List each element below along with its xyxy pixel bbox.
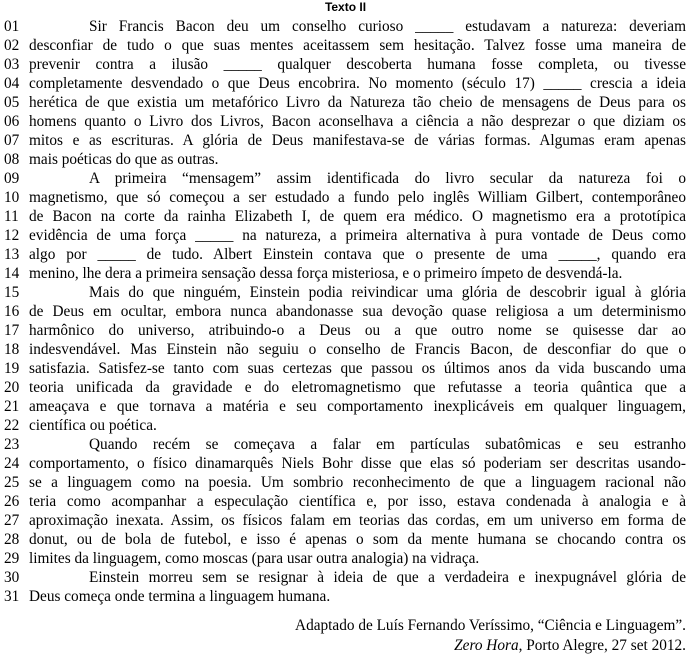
text-line <box>0 207 691 226</box>
line-number: 24 <box>4 455 20 472</box>
line-number: 16 <box>4 303 20 320</box>
text-line <box>0 454 691 473</box>
text-line <box>0 112 691 131</box>
text-line <box>0 302 691 321</box>
line-number: 10 <box>4 189 20 206</box>
line-text: evidência de uma força _____ na natureza, a primeira alternativa à pura vontade de Deus como <box>29 227 686 244</box>
line-number: 13 <box>4 246 20 263</box>
line-number: 28 <box>4 531 20 548</box>
line-number: 29 <box>4 550 20 567</box>
text-line <box>0 378 691 397</box>
text-line <box>0 226 691 245</box>
line-text: mais poéticas do que as outras. <box>29 151 219 168</box>
line-text: donut, ou de bola de futebol, e isso é apenas o som da mente humana se chocando contra os <box>29 531 686 548</box>
line-text: magnetismo, que só começou a ser estudado a fundo pelo inglês William Gilbert, contemporâneo <box>29 189 686 206</box>
line-number: 21 <box>4 398 20 415</box>
line-number: 17 <box>4 322 20 339</box>
line-number: 04 <box>4 75 20 92</box>
line-number: 22 <box>4 417 20 434</box>
text-line <box>0 264 691 283</box>
line-number: 08 <box>4 151 20 168</box>
text-line <box>0 188 691 207</box>
text-line <box>0 245 691 264</box>
line-text: indesvendável. Mas Einstein não seguiu o conselho de Francis Bacon, de desconfiar do que o <box>29 341 686 358</box>
line-text: teria como acompanhar a especulação científica e, por isso, estava condenada à analogia e à <box>29 493 686 510</box>
line-number: 23 <box>4 436 20 453</box>
text-line <box>0 359 691 378</box>
line-text: teoria unificada da gravidade e do eletromagnetismo que refutasse a teoria quântica que a <box>29 379 686 396</box>
line-text: ameaçava e que tornava a matéria e seu comportamento inexplicáveis em qualquer linguagem, <box>29 398 686 415</box>
line-text: científica ou poética. <box>29 417 157 434</box>
text-line <box>0 473 691 492</box>
line-text: prevenir contra a ilusão _____ qualquer descoberta humana fosse completa, ou tivesse <box>29 56 686 73</box>
line-text: desconfiar de tudo o que suas mentes aceitassem sem hesitação. Talvez fosse uma maneira de <box>29 37 686 54</box>
text-line <box>0 36 691 55</box>
text-line <box>0 530 691 549</box>
line-text: homens quanto o Livro dos Livros, Bacon aconselhava a ciência a não desprezar o que diziam os <box>29 113 686 130</box>
text-line <box>0 511 691 530</box>
text-line <box>0 340 691 359</box>
line-number: 15 <box>4 284 20 301</box>
text-line <box>0 131 691 150</box>
line-text: herética de que existia um metafórico Livro da Natureza tão cheio de mensagens de Deus para os <box>29 94 686 111</box>
line-number: 27 <box>4 512 20 529</box>
line-number: 18 <box>4 341 20 358</box>
line-text: Quando recém se começava a falar em partículas subatômicas e seu estranho <box>89 436 686 453</box>
text-line <box>0 587 691 606</box>
line-text: A primeira “mensagem” assim identificada do livro secular da natureza foi o <box>89 170 686 187</box>
line-text: completamente desvendado o que Deus encobrira. No momento (século 17) _____ crescia a ideia <box>29 75 686 92</box>
line-number: 25 <box>4 474 20 491</box>
text-line <box>0 169 691 188</box>
line-text: Deus começa onde termina a linguagem humana. <box>29 588 331 605</box>
text-line <box>0 568 691 587</box>
text-body <box>0 17 691 606</box>
line-text: menino, lhe dera a primeira sensação dessa força misteriosa, e o primeiro ímpeto de desvendá-la. <box>29 265 623 282</box>
line-text: Einstein morreu sem se resignar à ideia de que a verdadeira e inexpugnável glória de <box>89 569 686 586</box>
line-number: 06 <box>4 113 20 130</box>
text-line <box>0 416 691 435</box>
line-number: 11 <box>4 208 19 225</box>
line-text: de Bacon na corte da rainha Elizabeth I, de quem era médico. O magnetismo era a prototípica <box>29 208 686 225</box>
document-title: Texto II <box>324 0 367 14</box>
text-line <box>0 17 691 36</box>
credit-line: Adaptado de Luís Fernando Veríssimo, “Ciência e Linguagem”. <box>295 617 686 634</box>
line-text: Sir Francis Bacon deu um conselho curioso _____ estudavam a natureza: deveriam <box>89 18 686 35</box>
line-number: 19 <box>4 360 20 377</box>
line-text: aproximação inexata. Assim, os físicos falam em teorias das cordas, em um universo em forma de <box>29 512 686 529</box>
text-line <box>0 549 691 568</box>
line-number: 03 <box>4 56 20 73</box>
line-number: 14 <box>4 265 20 282</box>
source-details: , Porto Alegre, 27 set 2012. <box>518 637 686 654</box>
source-name: Zero Hora <box>454 637 519 654</box>
line-number: 01 <box>4 18 20 35</box>
text-line <box>0 435 691 454</box>
source-line <box>186 636 686 655</box>
text-line <box>0 150 691 169</box>
line-text: limites da linguagem, como moscas (para usar outra analogia) na vidraça. <box>29 550 480 567</box>
line-text: harmônico do universo, atribuindo-o a Deus ou a que outro nome se quisesse dar ao <box>29 322 686 339</box>
text-line <box>0 55 691 74</box>
text-line <box>0 397 691 416</box>
text-line <box>0 74 691 93</box>
text-line <box>0 492 691 511</box>
line-number: 20 <box>4 379 20 396</box>
line-number: 26 <box>4 493 20 510</box>
text-line <box>0 283 691 302</box>
line-number: 02 <box>4 37 20 54</box>
line-number: 30 <box>4 569 20 586</box>
line-text: algo por _____ de tudo. Albert Einstein contava que o presente de uma _____, quando era <box>29 246 686 263</box>
line-number: 31 <box>4 588 20 605</box>
line-number: 09 <box>4 170 20 187</box>
line-text: de Deus em ocultar, embora nunca abandonasse sua devoção quase religiosa a um determinismo <box>29 303 686 320</box>
line-number: 05 <box>4 94 20 111</box>
line-text: satisfazia. Satisfez-se tanto com suas certezas que passou os últimos anos da vida buscando uma <box>29 360 686 377</box>
line-text: Mais do que ninguém, Einstein podia reivindicar uma glória de descobrir igual à glória <box>89 284 686 301</box>
line-number: 12 <box>4 227 20 244</box>
line-text: se a linguagem como na poesia. Um sombrio reconhecimento de que a linguagem racional não <box>29 474 686 491</box>
text-line <box>0 321 691 340</box>
line-text: comportamento, o físico dinamarquês Niels Bohr disse que elas só poderiam ser descritas usando- <box>29 455 686 472</box>
line-number: 07 <box>4 132 20 149</box>
text-line <box>0 93 691 112</box>
line-text: mitos e as escrituras. A glória de Deus manifestava-se de várias formas. Algumas eram apenas <box>29 132 686 149</box>
